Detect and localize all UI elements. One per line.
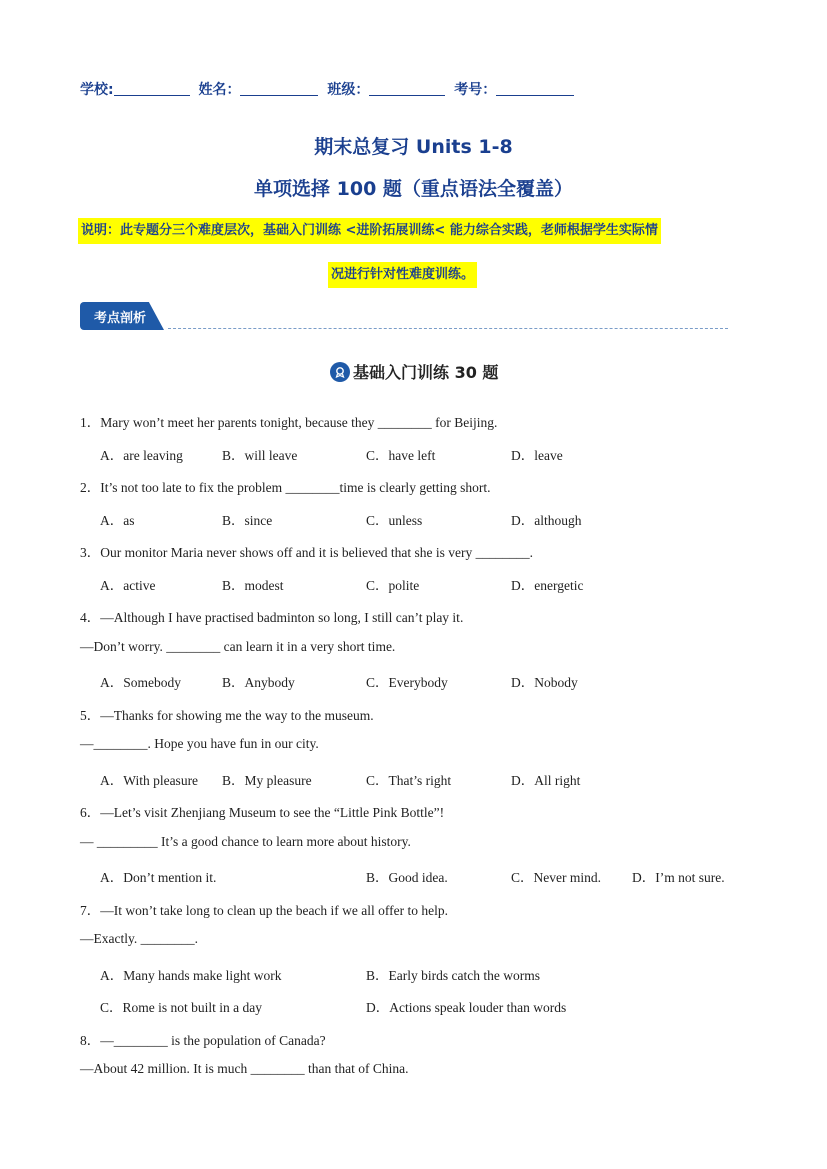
class-field[interactable]	[369, 81, 445, 96]
dialog-line: —Exactly. ________.	[80, 931, 198, 946]
school-field[interactable]	[114, 81, 190, 96]
question-stem: 5．—Thanks for showing me the way to the museum.	[80, 707, 374, 723]
question-stem: 8．—________ is the population of Canada?	[80, 1032, 326, 1048]
answer-option[interactable]: D．I’m not sure.	[632, 870, 725, 885]
answer-option[interactable]: D．leave	[511, 447, 563, 463]
dialog-line: —About 42 million. It is much ________ than that of China.	[80, 1061, 409, 1076]
note-line-1: 说明：此专题分三个难度层次，基础入门训练 <进阶拓展训练< 能力综合实践，老师根据学生实际情	[78, 218, 661, 244]
dialog-line: —________. Hope you have fun in our city.	[80, 736, 319, 751]
page-title: 期末总复习 Units 1-8	[314, 136, 513, 158]
question-stem: 4．—Although I have practised badminton so long, I still can’t play it.	[80, 610, 464, 625]
name-label: 姓名：	[198, 82, 241, 98]
question-stem: 2．It’s not too late to fix the problem ________time is clearly getting short.	[80, 480, 491, 495]
question-stem: 1．Mary won’t meet her parents tonight, because they ________ for Beijing.	[80, 415, 498, 430]
exam-no-field[interactable]	[496, 81, 574, 96]
answer-option[interactable]: A．as	[100, 512, 135, 528]
answer-option[interactable]: A．active	[100, 577, 156, 593]
answer-option[interactable]: B．modest	[222, 577, 284, 593]
answer-option[interactable]: C．unless	[366, 512, 423, 528]
answer-option[interactable]: C．Rome is not built in a day	[100, 1000, 262, 1015]
section-title: 基础入门训练 30 题	[353, 363, 499, 382]
section-tag	[80, 302, 168, 330]
answer-option[interactable]: C．polite	[366, 577, 420, 593]
answer-option[interactable]: B．since	[222, 512, 273, 528]
answer-option[interactable]: C．Never mind.	[511, 870, 601, 885]
answer-option[interactable]: C．Everybody	[366, 675, 448, 690]
question-stem: 7．—It won’t take long to clean up the beach if we all offer to help.	[80, 902, 449, 918]
answer-option[interactable]: D．Actions speak louder than words	[366, 1000, 567, 1015]
answer-option[interactable]: A．Many hands make light work	[100, 967, 282, 983]
answer-option[interactable]: A．With pleasure	[100, 772, 199, 788]
school-label: 学校:	[80, 82, 114, 98]
page-subtitle: 单项选择 100 题（重点语法全覆盖）	[254, 178, 573, 200]
answer-option[interactable]: B．Good idea.	[366, 870, 448, 885]
class-label: 班级：	[327, 82, 370, 98]
answer-option[interactable]: A．are leaving	[100, 447, 183, 463]
answer-option[interactable]: A．Don’t mention it.	[100, 870, 217, 885]
student-info-line	[80, 79, 578, 99]
answer-option[interactable]: C．That’s right	[366, 772, 452, 788]
note-line-2: 况进行针对性难度训练。	[328, 262, 477, 288]
exam-no-label: 考号：	[454, 82, 497, 98]
answer-option[interactable]: C．have left	[366, 447, 436, 463]
section-tag-label: 考点剖析	[94, 311, 147, 326]
dialog-line: — _________ It’s a good chance to learn more about history.	[80, 833, 411, 849]
name-field[interactable]	[240, 81, 318, 96]
question-stem: 6．—Let’s visit Zhenjiang Museum to see the “Little Pink Bottle”!	[80, 805, 445, 820]
section-heading	[330, 360, 498, 383]
answer-option[interactable]: A．Somebody	[100, 675, 181, 690]
answer-option[interactable]: D．energetic	[511, 577, 584, 593]
answer-option[interactable]: D．Nobody	[511, 675, 578, 690]
answer-option[interactable]: B．will leave	[222, 447, 298, 463]
answer-option[interactable]: B．Early birds catch the worms	[366, 967, 540, 983]
question-stem: 3．Our monitor Maria never shows off and it is believed that she is very ________.	[80, 545, 534, 560]
dashed-divider	[168, 328, 728, 329]
answer-option[interactable]: D．All right	[511, 772, 581, 788]
badge-icon	[330, 362, 350, 382]
answer-option[interactable]: B．Anybody	[222, 675, 295, 690]
dialog-line: —Don’t worry. ________ can learn it in a very short time.	[80, 638, 396, 654]
answer-option[interactable]: B．My pleasure	[222, 772, 312, 788]
answer-option[interactable]: D．although	[511, 512, 582, 528]
